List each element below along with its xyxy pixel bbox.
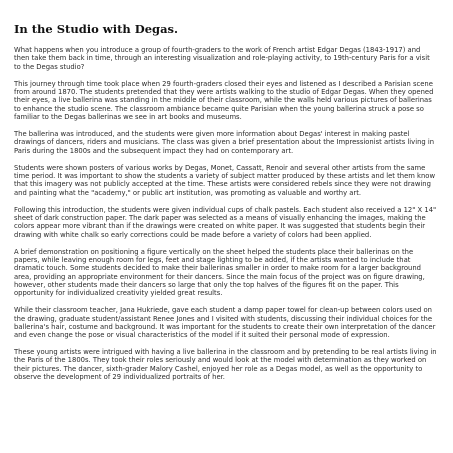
paragraph-5: Following this introduction, the students were given individual cups of chalk pastels. Each student also received a 12" X 14" sheet of dark construction paper. The dark paper was selected as a means of visually enhancing the images, making the colors appear more vibrant than if the drawings were created on white paper. It was suggested that students begin their drawing with white chalk so early corrections could be made before a variety of colors had been applied.	[14, 205, 437, 239]
paragraph-1: What happens when you introduce a group of fourth-graders to the work of French artist Edgar Degas (1843-1917) and then take them back in time, through an interesting visualization and role-playing activity, to 19th-century Paris for a visit to the Degas studio?	[14, 46, 430, 71]
article-title: In the Studio with Degas.	[14, 22, 179, 36]
paragraph-8: These young artists were intrigued with having a live ballerina in the classroom and by pretending to be real artists living in the Paris of the 1800s. They took their roles seriously and would look at the model with determination as they worked on their pictures. The dancer, sixth-grader Malory Cashel, enjoyed her role as a Degas model, as well as the opportunity to observe the development of 29 individualized portraits of her.	[14, 348, 437, 382]
paragraph-6: A brief demonstration on positioning a figure vertically on the sheet helped the students place their ballerinas on the papers, while leaving enough room for legs, feet and stage lighting to be added, if the artists wanted to include that dramatic touch. Some students decided to make their ballerinas smaller in order to make room for a larger background area, providing an appropriate environment for their dancers. Since the main focus of the project was on figure drawing, however, other students made their dancers so large that only the top halves of the figures fit on the paper. This opportunity for individualized creativity yielded great results.	[14, 247, 425, 298]
paragraph-7: While their classroom teacher, Jana Hukriede, gave each student a damp paper towel for clean-up between colors used on the drawing, graduate student/assistant Renee Jones and I visited with students, discussing their individual choices for the ballerina's hair, costume and background. It was important for the students to create their own interpretation of the dancer and even change the pose or visual characteristics of the model if it suited their personal mode of expression.	[14, 306, 436, 340]
paragraph-2: This journey through time took place when 29 fourth-graders closed their eyes and listened as I described a Parisian scene from around 1870. The students pretended that they were artists walking to the studio of Edgar Degas. When they opened their eyes, a live ballerina was standing in the middle of their classroom, while the walls held various pictures of ballerinas to enhance the studio scene. The classroom ambiance became quite Parisian when the young ballerina struck a pose so familiar to the Degas ballerinas we see in art books and museums.	[14, 79, 434, 121]
paragraph-4: Students were shown posters of various works by Degas, Monet, Cassatt, Renoir and several other artists from the same time period. It was important to show the students a variety of subject matter produced by these artists and let them know that this imagery was not publicly accepted at the time. These artists were considered rebels since they were not drawing and painting what the "academy," or public art institution, was promoting as valuable and worthy art.	[14, 163, 436, 197]
paragraph-3: The ballerina was introduced, and the students were given more information about Degas' interest in making pastel drawings of dancers, riders and musicians. The class was given a brief presentation about the Impressionist artists living in Paris during the 1800s and the subsequent impact they had on contemporary art.	[14, 129, 435, 155]
